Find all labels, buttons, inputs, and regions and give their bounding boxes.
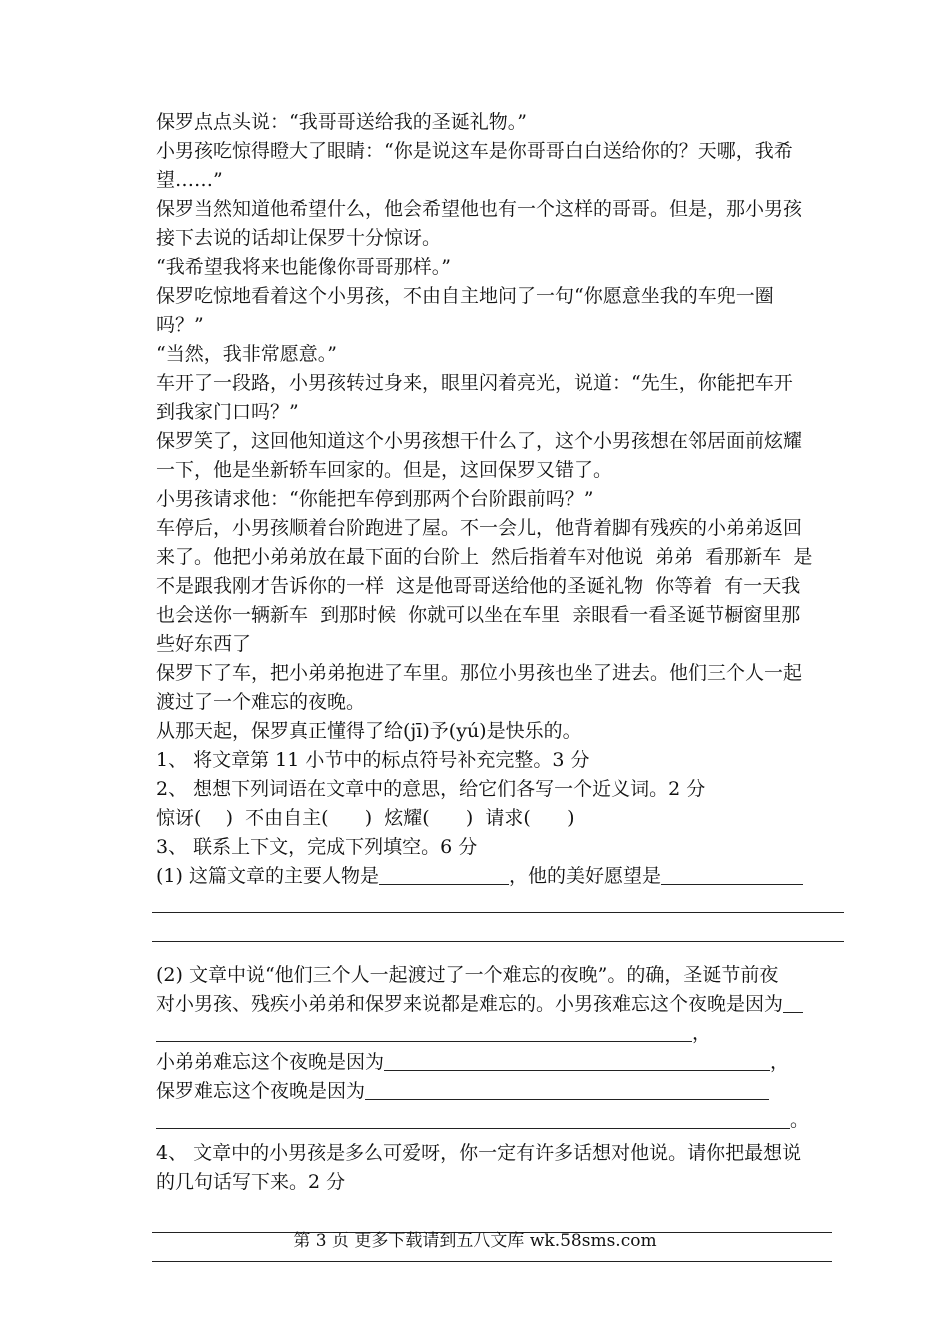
question-3-2-answer (156, 1106, 901, 1135)
answer-blank[interactable] (531, 807, 567, 829)
question-4-text: 的几句话写下来。2 分 (156, 1171, 346, 1193)
answer-line[interactable] (156, 891, 901, 920)
answer-blank[interactable] (384, 1050, 770, 1071)
question-3-2-brother (156, 1048, 901, 1077)
answer-blank[interactable] (379, 864, 509, 885)
question-3-2-text (156, 990, 901, 1019)
question-3-2-text: (2) 文章中说“他们三个人一起渡过了一个难忘的夜晚”。的确，圣诞节前夜 (156, 964, 779, 986)
comma: ， (692, 1022, 712, 1044)
story-line: 保罗点点头说：“我哥哥送给我的圣诞礼物。” (156, 111, 527, 133)
word-qingqiu: ) 请求( (465, 807, 531, 829)
answer-blank[interactable] (201, 807, 225, 829)
answer-blank[interactable] (783, 992, 803, 1013)
q3-2-paul-prompt: 保罗难忘这个夜晚是因为 (156, 1080, 366, 1102)
question-2-words (156, 804, 901, 833)
answer-blank[interactable] (156, 1021, 692, 1042)
story-line: 小男孩吃惊得瞪大了眼睛：“你是说这车是你哥哥白白送给你的？天哪，我希 (156, 140, 793, 162)
answer-blank[interactable] (661, 864, 803, 885)
word-buyouzizhu: ) 不由自主( (225, 807, 329, 829)
story-line: 一下，他是坐新轿车回家的。但是，这回保罗又错了。 (156, 459, 613, 481)
story-line: 车开了一段路，小男孩转过身来，眼里闪着亮光，说道：“先生，你能把车开 (156, 372, 793, 394)
comma: ， (770, 1051, 790, 1073)
period: 。 (790, 1109, 810, 1131)
story-line: 望……” (156, 169, 223, 191)
q3-1-prompt: (1) 这篇文章的主要人物是 (156, 865, 379, 887)
answer-blank[interactable] (430, 807, 466, 829)
story-line: 从那天起，保罗真正懂得了给(jī)予(yú)是快乐的。 (156, 720, 582, 742)
question-3-2-answer (156, 1019, 901, 1048)
question-3-1 (156, 862, 901, 891)
answer-line[interactable] (156, 920, 901, 949)
answer-blank[interactable] (156, 1108, 790, 1129)
answer-blank[interactable] (329, 807, 365, 829)
story-line: 小男孩请求他：“你能把车停到那两个台阶跟前吗？” (156, 488, 594, 510)
document-body (156, 108, 901, 1269)
question-2: 2、 想想下列词语在文章中的意思，给它们各写一个近义词。2 分 (156, 778, 706, 800)
story-line: 车停后，小男孩顺着台阶跑进了屋。不一会儿，他背着脚有残疾的小弟弟返回 (156, 517, 803, 539)
story-line: 不是跟我刚才告诉你的一样 这是他哥哥送给他的圣诞礼物 你等着 有一天我 (156, 575, 801, 597)
page-footer: 第 3 页 更多下载请到五八文库 wk.58sms.com (293, 1231, 657, 1251)
story-line: 到我家门口吗？” (156, 401, 299, 423)
story-line: 来了。他把小弟弟放在最下面的台阶上 然后指着车对他说 弟弟 看那新车 是 (156, 546, 813, 568)
q3-2-brother-prompt: 小弟弟难忘这个夜晚是因为 (156, 1051, 385, 1073)
story-line: “我希望我将来也能像你哥哥那样。” (156, 256, 451, 278)
story-line: 吗？” (156, 314, 204, 336)
question-3: 3、 联系上下文，完成下列填空。6 分 (156, 836, 478, 858)
q3-2-prompt: 对小男孩、残疾小弟弟和保罗来说都是难忘的。小男孩难忘这个夜晚是因为 (156, 993, 784, 1015)
question-3-2-paul (156, 1077, 901, 1106)
question-4-text: 4、 文章中的小男孩是多么可爱呀，你一定有许多话想对他说。请你把最想说 (156, 1142, 802, 1164)
story-line: 保罗下了车，把小弟弟抱进了车里。那位小男孩也坐了进去。他们三个人一起 (156, 662, 803, 684)
story-line: 保罗笑了，这回他知道这个小男孩想干什么了，这个小男孩想在邻居面前炫耀 (156, 430, 803, 452)
story-line: 些好东西了 (156, 633, 252, 655)
story-line: 保罗当然知道他希望什么，他会希望他也有一个这样的哥哥。但是，那小男孩 (156, 198, 803, 220)
questions-section (156, 746, 901, 1269)
story-line: 接下去说的话却让保罗十分惊讶。 (156, 227, 442, 249)
story-line: 渡过了一个难忘的夜晚。 (156, 691, 366, 713)
word-xuanyao: ) 炫耀( (364, 807, 430, 829)
story-line: 也会送你一辆新车 到那时候 你就可以坐在车里 亲眼看一看圣诞节橱窗里那 (156, 604, 801, 626)
q3-1-prompt-b: ，他的美好愿望是 (508, 865, 661, 887)
word-close: ) (567, 807, 575, 829)
answer-blank[interactable] (365, 1079, 769, 1100)
question-1: 1、 将文章第 11 小节中的标点符号补充完整。3 分 (156, 749, 590, 771)
word-jingya: 惊讶( (156, 807, 202, 829)
story-text (156, 108, 901, 746)
story-line: 保罗吃惊地看着这个小男孩，不由自主地问了一句“你愿意坐我的车兜一圈 (156, 285, 774, 307)
story-line: “当然，我非常愿意。” (156, 343, 337, 365)
